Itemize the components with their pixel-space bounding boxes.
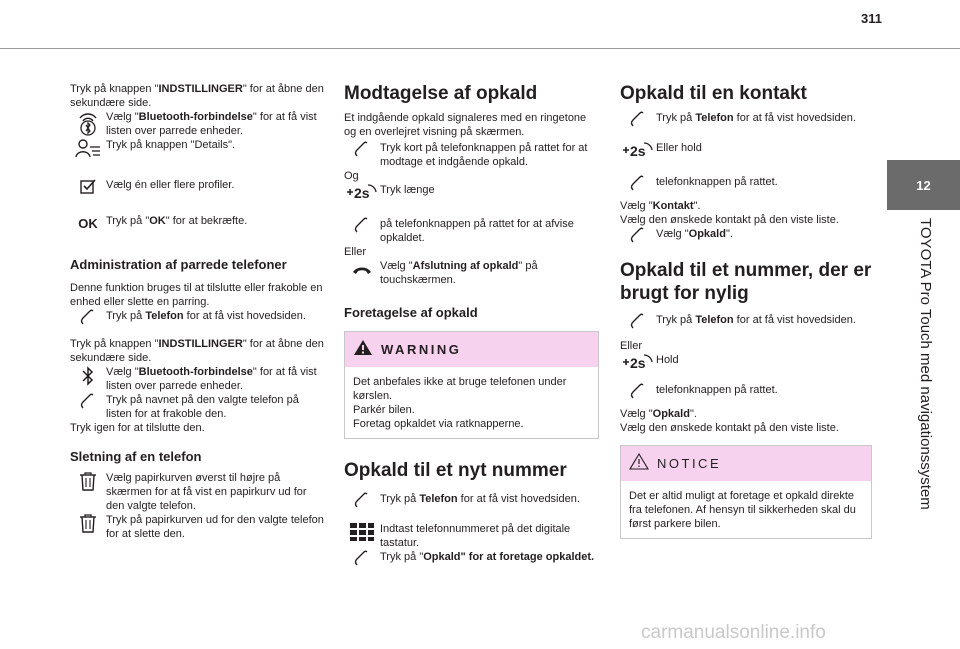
phone-handset-icon (620, 227, 656, 243)
warning-box (344, 331, 599, 439)
instruction (344, 522, 599, 550)
ok-icon: OK (78, 216, 98, 231)
column-3 (620, 82, 872, 539)
phone-handset-icon (70, 309, 106, 325)
instruction-text: Vælg én eller flere profiler. (106, 179, 235, 191)
section-heading: Modtagelse af opkald (344, 83, 538, 104)
instruction-text: Tryk længe (380, 184, 435, 196)
instruction-text: Vælg papirkurven øverst til højre på skærmen for at få vist en papirkurv ud for den valgte telefon. (106, 472, 307, 512)
notice-box (620, 445, 872, 539)
details-icon (70, 138, 106, 160)
instruction-text: Indtast telefonnummeret på det digitale tastatur. (380, 523, 571, 549)
instruction-text: Tryk på "Opkald" for at foretage opkaldet. (380, 551, 595, 563)
section-heading: Foretagelse af opkald (344, 305, 478, 320)
column-1 (70, 82, 325, 541)
paragraph: Vælg "Kontakt". (620, 200, 701, 212)
paragraph: Vælg den ønskede kontakt på den viste liste. (620, 422, 839, 434)
instruction (620, 313, 872, 329)
keypad-icon (344, 522, 380, 542)
instruction-text: Tryk på Telefon for at få vist hovedsiden. (656, 112, 856, 124)
instruction-text: Vælg "Afslutning af opkald" på touchskærmen. (380, 260, 538, 286)
chapter-tab: 12 (887, 160, 960, 210)
instruction (70, 471, 325, 513)
instruction-text: Eller hold (656, 142, 702, 154)
instruction-text: Tryk på navnet på den valgte telefon på listen for at frakoble den. (106, 394, 299, 420)
instruction-text: telefonknappen på rattet. (656, 176, 778, 188)
paragraph: Et indgående opkald signaleres med en ringetone og en overlejret visning på skærmen. (344, 112, 587, 138)
instruction-text: Tryk på Telefon for at få vist hovedsiden. (106, 310, 306, 322)
phone-handset-icon (344, 217, 380, 233)
instruction (344, 492, 599, 508)
instruction (344, 259, 599, 287)
instruction (620, 353, 872, 371)
instruction (620, 141, 872, 159)
notice-text: Det er altid muligt at foretage et opkald direkte fra telefonen. Af hensyn til sikkerheden skal du først parkere bilen. (629, 490, 856, 530)
checkbox-icon (70, 178, 106, 194)
page-number: 311 (861, 11, 882, 26)
section-heading: Opkald til et nyt nummer (344, 460, 567, 481)
press-2s-icon (620, 353, 656, 371)
bluetooth-wave-icon (70, 110, 106, 136)
instruction (70, 309, 325, 325)
notice-title: NOTICE (657, 455, 722, 471)
phone-handset-icon (620, 383, 656, 399)
chapter-title (912, 218, 936, 538)
paragraph: Og (344, 170, 359, 182)
paragraph: Vælg den ønskede kontakt på den viste liste. (620, 214, 839, 226)
phone-handset-icon (344, 550, 380, 566)
instruction (70, 365, 325, 393)
section-heading: Opkald til et nummer, der er brugt for nylig (620, 260, 872, 304)
instruction (70, 513, 325, 541)
instruction-text: Tryk kort på telefonknappen på rattet for at modtage et indgående opkald. (380, 142, 588, 168)
instruction (344, 550, 599, 566)
svg-text:2s: 2s (630, 355, 646, 371)
instruction-text: Tryk på "OK" for at bekræfte. (106, 215, 248, 227)
warning-triangle-icon (353, 339, 373, 360)
paragraph: Tryk igen for at tilslutte den. (70, 422, 205, 434)
instruction-text: Tryk på knappen "Details". (106, 139, 236, 151)
phone-handset-icon (620, 175, 656, 191)
phone-handset-icon (70, 393, 106, 409)
instruction (70, 110, 325, 138)
warning-title: WARNING (381, 341, 462, 357)
trash-icon (70, 513, 106, 533)
instruction-text: telefonknappen på rattet. (656, 384, 778, 396)
instruction-text: Vælg "Opkald". (656, 228, 733, 240)
instruction (70, 214, 325, 231)
svg-text:2s: 2s (630, 143, 646, 159)
chapter-title-text: TOYOTA Pro Touch med navigationssystem (917, 218, 934, 510)
warning-triangle-icon (629, 453, 649, 474)
paragraph: Vælg "Opkald". (620, 408, 697, 420)
paragraph: Tryk på knappen "INDSTILLINGER" for at åbne den sekundære side. (70, 338, 324, 364)
instruction-text: på telefonknappen på rattet for at afvise opkaldet. (380, 218, 574, 244)
instruction-text: Vælg "Bluetooth-forbindelse" for at få vist listen over parrede enheder. (106, 366, 317, 392)
instruction-text: Tryk på papirkurven ud for den valgte telefon for at slette den. (106, 514, 324, 540)
instruction-text: Vælg "Bluetooth-forbindelse" for at få vist listen over parrede enheder. (106, 111, 317, 137)
bluetooth-icon (70, 365, 106, 387)
paragraph: Tryk på knappen "INDSTILLINGER" for at åbne den sekundære side. (70, 83, 324, 109)
instruction (620, 111, 872, 127)
phone-handset-icon (620, 111, 656, 127)
instruction-text: Hold (656, 354, 679, 366)
instruction (70, 138, 325, 160)
instruction (620, 383, 872, 399)
trash-icon (70, 471, 106, 491)
instruction (620, 175, 872, 191)
warning-header (345, 332, 598, 367)
instruction-text: Tryk på Telefon for at få vist hovedsiden. (380, 493, 580, 505)
paragraph: Denne funktion bruges til at tilslutte eller frakoble en enhed eller slette en parring. (70, 282, 323, 308)
hang-up-icon (344, 259, 380, 275)
instruction (344, 217, 599, 245)
svg-text:2s: 2s (354, 185, 370, 201)
section-heading: Administration af parrede telefoner (70, 257, 287, 272)
notice-header (621, 446, 871, 481)
header-divider (0, 48, 960, 49)
instruction (70, 393, 325, 421)
paragraph: Eller (344, 246, 367, 258)
phone-handset-icon (620, 313, 656, 329)
instruction (344, 141, 599, 169)
instruction (344, 183, 599, 201)
paragraph: Eller (620, 340, 643, 352)
instruction (70, 178, 325, 194)
press-2s-icon (344, 183, 380, 201)
phone-handset-icon (344, 492, 380, 508)
watermark: carmanualsonline.info (641, 622, 826, 643)
phone-handset-icon (344, 141, 380, 157)
instruction (620, 227, 872, 243)
section-heading: Opkald til en kontakt (620, 83, 807, 104)
section-heading: Sletning af en telefon (70, 449, 202, 464)
press-2s-icon (620, 141, 656, 159)
instruction-text: Tryk på Telefon for at få vist hovedsiden. (656, 314, 856, 326)
warning-text: Det anbefales ikke at bruge telefonen under kørslen. Parkér bilen. Foretag opkaldet via ratknapperne. (353, 376, 567, 430)
column-2 (344, 82, 599, 566)
